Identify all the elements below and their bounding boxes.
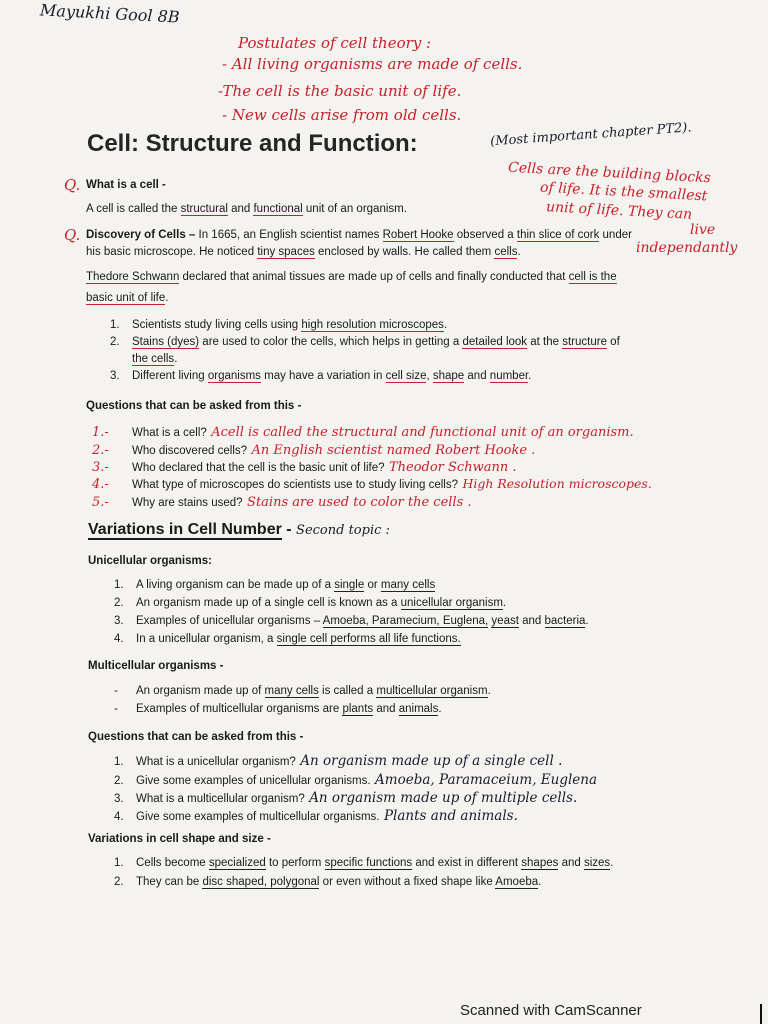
postulate-1: - All living organisms are made of cells.	[222, 55, 523, 73]
q1-item-1: 1.- What is a cell? Acell is called the structural and functional unit of an organism.	[92, 425, 634, 440]
q1-item-5: 5.- Why are stains used? Stains are used to color the cells .	[92, 495, 472, 510]
point-2-continued: the cells.	[132, 353, 178, 365]
q1-answer: A cell is called the structural and functional unit of an organism.	[86, 203, 407, 215]
postulate-2: -The cell is the basic unit of life.	[218, 82, 462, 100]
multi-item-1: - An organism made up of many cells is called a multicellular organism.	[114, 685, 491, 697]
questions-1-heading: Questions that can be asked from this -	[86, 400, 302, 412]
q2-line-1: Discovery of Cells – In 1665, an English scientist names Robert Hooke observed a thin slice of cork under	[86, 229, 632, 241]
postulates-heading: Postulates of cell theory :	[238, 34, 432, 52]
q2-marker: Q.	[64, 226, 81, 244]
point-3: 3. Different living organisms may have a variation in cell size, shape and number.	[110, 370, 532, 382]
shape-item-1: 1. Cells become specialized to perform specific functions and exist in different shapes and sizes.	[114, 857, 614, 869]
q1-question: What is a cell -	[86, 179, 166, 191]
point-2: 2. Stains (dyes) are used to color the cells, which helps in getting a detailed look at the structure of	[110, 336, 620, 348]
variations-heading: Variations in Cell Number - Second topic :	[88, 521, 390, 538]
q2-item-3: 3. What is a multicellular organism? An organism made up of multiple cells.	[114, 790, 578, 806]
side-note-line-4: live	[690, 222, 716, 238]
side-note-line-5: independantly	[636, 240, 738, 256]
uni-item-1: 1. A living organism can be made up of a single or many cells	[114, 579, 436, 591]
page-edge-mark	[760, 1004, 762, 1024]
side-note-line-3: unit of life. They can	[545, 199, 693, 223]
student-name-note: Mayukhi Gool 8B	[39, 0, 181, 27]
page-title: Cell: Structure and Function:	[87, 130, 418, 157]
q2-line-2: his basic microscope. He noticed tiny spaces enclosed by walls. He called them cells.	[86, 246, 521, 258]
unicellular-heading: Unicellular organisms:	[88, 555, 212, 567]
postulate-3: - New cells arise from old cells.	[222, 106, 462, 124]
shape-heading: Variations in cell shape and size -	[88, 833, 271, 845]
q1-item-3: 3.- Who declared that the cell is the basic unit of life? Theodor Schwann .	[92, 460, 517, 475]
multicellular-heading: Multicellular organisms -	[88, 660, 224, 672]
schwann-line-2: basic unit of life.	[86, 292, 169, 304]
uni-item-2: 2. An organism made up of a single cell is known as a unicellular organism.	[114, 597, 507, 609]
uni-item-3: 3. Examples of unicellular organisms – Amoeba, Paramecium, Euglena, yeast and bacteria.	[114, 615, 589, 627]
q2-item-1: 1. What is a unicellular organism? An organism made up of a single cell .	[114, 753, 563, 769]
q1-marker: Q.	[64, 176, 81, 194]
q2-item-4: 4. Give some examples of multicellular organisms. Plants and animals.	[114, 808, 518, 824]
side-note-line-2: of life. It is the smallest	[539, 179, 708, 205]
shape-item-2: 2. They can be disc shaped, polygonal or even without a fixed shape like Amoeba.	[114, 876, 542, 888]
q1-item-4: 4.- What type of microscopes do scientists use to study living cells? High Resolution microscopes.	[92, 476, 652, 492]
scanner-watermark: Scanned with CamScanner	[460, 1002, 642, 1019]
uni-item-4: 4. In a unicellular organism, a single cell performs all life functions.	[114, 633, 461, 645]
q1-item-2: 2.- Who discovered cells? An English scientist named Robert Hooke .	[92, 443, 536, 458]
q2-item-2: 2. Give some examples of unicellular organisms. Amoeba, Paramaceium, Euglena	[114, 772, 598, 788]
title-note: (Most important chapter PT2).	[489, 120, 692, 150]
multi-item-2: - Examples of multicellular organisms are plants and animals.	[114, 703, 442, 715]
point-1: 1. Scientists study living cells using high resolution microscopes.	[110, 319, 448, 331]
questions-2-heading: Questions that can be asked from this -	[88, 731, 304, 743]
side-note-line-1: Cells are the building blocks	[507, 159, 712, 187]
schwann-line-1: Thedore Schwann declared that animal tissues are made up of cells and finally conducted that cell is the	[86, 271, 617, 283]
